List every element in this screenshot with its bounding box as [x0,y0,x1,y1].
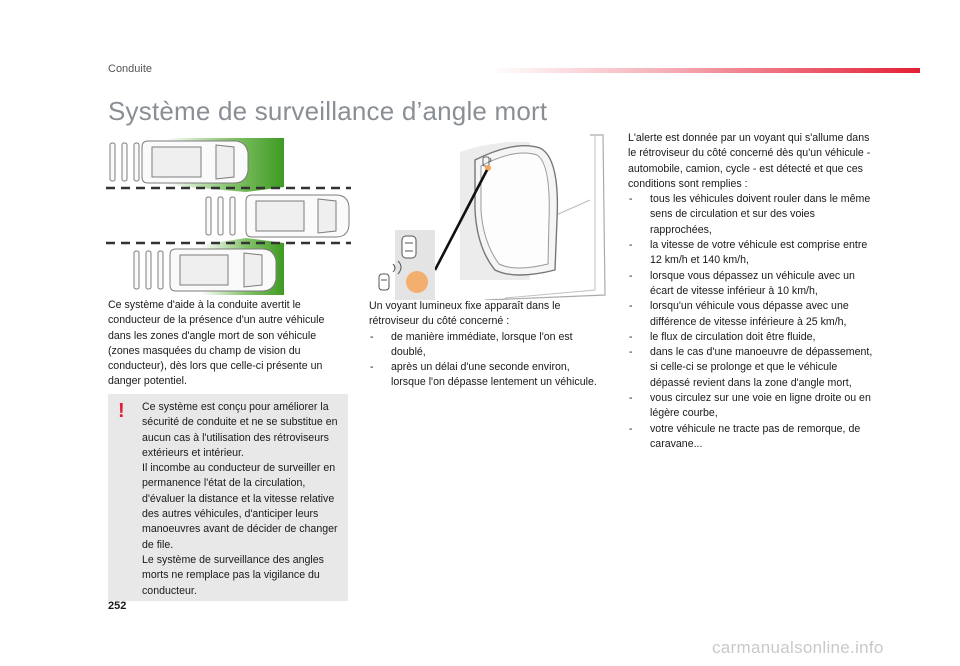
list-item: - le flux de circulation doit être fluide, [628,330,873,345]
watermark: carmanualsonline.info [712,638,884,657]
mirror-indicator-illustration [365,130,610,300]
list-item: - tous les véhicules doivent rouler dans le même sens de circulation et sur des voies rapprochées, [628,192,873,238]
blind-spot-zones-illustration [106,135,351,295]
list-item: - la vitesse de votre véhicule est comprise entre 12 km/h et 140 km/h, [628,238,873,269]
indicator-description: Un voyant lumineux fixe apparaît dans le rétroviseur du côté concerné : - de manière immédiate, lorsque l'on est doublé, - après un délai d'une seconde environ, lorsque l'on dépasse lentement un véhicule. [369,299,599,391]
intro-paragraph: Ce système d'aide à la conduite avertit le conducteur de la présence d'un autre véhicule dans les zones d'angle mort de son véhicule (zones masquées du champ de vision du conducteur), dès lors que celle-ci présente un danger potentiel. [108,299,325,388]
vehicle-bottom-lane [134,249,276,291]
section-label: Conduite [108,63,153,75]
list-item: - après un délai d'une seconde environ, lorsque l'on dépasse lentement un véhicule. [369,360,599,391]
list-item: - dans le cas d'une manoeuvre de dépassement, si celle-ci se prolonge et que le véhicule dépassé revient dans la zone d'angle mort, [628,345,873,391]
header-accent-bar [490,68,920,73]
conditions-description: L'alerte est donnée par un voyant qui s'allume dans le rétroviseur du côté concerné dès qu'un véhicule - automobile, camion, cycle - est détecté et que ces conditions sont remplies : - tous les véhicules doivent rouler dans le même sens de circulation et sur des voies rapprochées, - la vitesse de votre véhicule est comprise entre 12 km/h et 140 km/h, - lorsque vous dépassez un véhicule avec un écart de vitesse inférieur à 10 km/h, - lorsqu'un véhicule vous dépasse avec une différence de vitesse inférieure à 25 km/h, - le flux de circulation doit être fluide, - dans le cas d'une manoeuvre de dépassement, si celle-ci se prolonge et que le véhicule dépassé revient dans la zone d'angle mort, - vous circulez sur une voie en ligne droite ou en légère courbe, - votre véhicule ne tracte pas de remorque, de caravane... [628,131,873,452]
indicator-light [406,271,428,293]
warning-box [108,394,348,601]
list-item: - lorsqu'un véhicule vous dépasse avec une différence de vitesse inférieure à 25 km/h, [628,299,873,330]
warning-exclamation-icon: ! [118,400,125,422]
own-vehicle [206,195,349,237]
warning-text: Ce système est conçu pour améliorer la sécurité de conduite et ne se substitue en aucun cas à l'utilisation des rétroviseurs extérieurs et intérieur. Il incombe au conducteur de surveiller en permanence l'état de la circulation, d'évaluer la distance et la vitesse relative des autres véhicules, d'anticiper leurs manoeuvres avant de décider de changer de file. Le système de surveillance des angles morts ne remplace pas la vigilance du conducteur. [142,401,338,597]
list-item: - votre véhicule ne tracte pas de remorque, de caravane... [628,422,873,453]
list-item: - lorsque vous dépassez un véhicule avec un écart de vitesse inférieur à 10 km/h, [628,269,873,300]
page-title: Système de surveillance d’angle mort [108,96,548,126]
list-item: - de manière immédiate, lorsque l'on est doublé, [369,330,599,361]
page-number: 252 [108,600,127,612]
list-item: - vous circulez sur une voie en ligne droite ou en légère courbe, [628,391,873,422]
vehicle-top-lane [110,141,248,183]
